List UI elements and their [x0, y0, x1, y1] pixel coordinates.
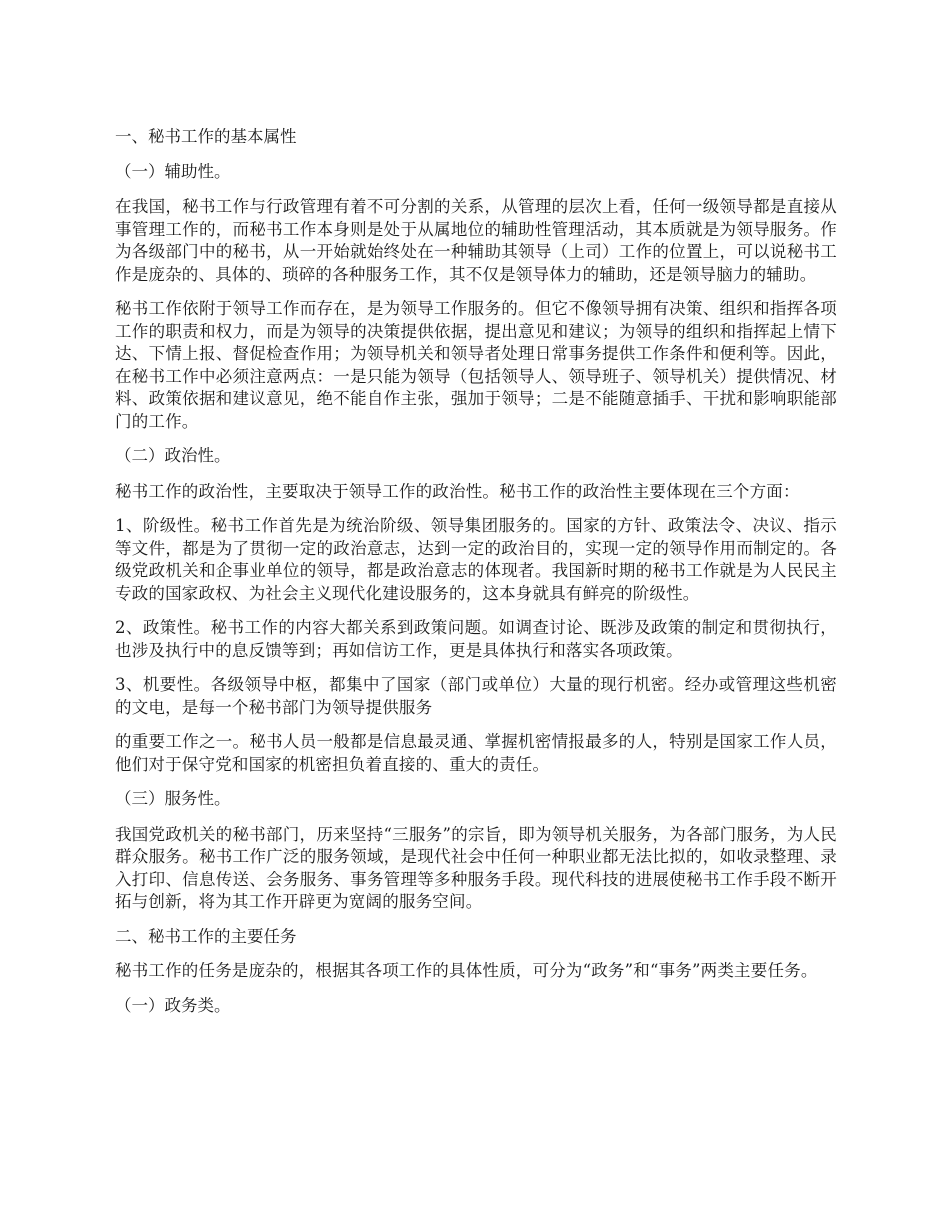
- paragraph-political-intro: 秘书工作的政治性，主要取决于领导工作的政治性。秘书工作的政治性主要体现在三个方面：: [115, 481, 800, 501]
- section-heading-main-tasks: 二、秘书工作的主要任务: [115, 926, 297, 946]
- document-page: [115, 126, 837, 1017]
- subheading-government-affairs: （一）政务类。: [115, 995, 231, 1015]
- subheading-auxiliary: （一）辅助性。: [115, 161, 231, 181]
- subheading-service: （三）服务性。: [115, 789, 231, 808]
- paragraph-confidential-nature: 3、机要性。各级领导中枢，都集中了国家（部门或单位）大量的现行机密。经办或管理这些机密的文电，是每一个秘书部门为领导提供服务: [115, 675, 837, 717]
- paragraph-auxiliary-2: 秘书工作依附于领导工作而存在，是为领导工作服务的。但它不像领导拥有决策、组织和指挥各项工作的职责和权力，而是为领导的决策提供依据，提出意见和建议；为领导的组织和指挥起上情下达、下情上报、督促检查作用；为领导机关和领导者处理日常事务提供工作条件和便利等。因此，在秘书工作中必须注意两点：一是只能为领导（包括领导人、领导班子、领导机关）提供情况、材料、政策依据和建议意见，绝不能自作主张，强加于领导；二是不能随意插手、干扰和影响职能部门的工作。: [115, 299, 837, 431]
- subheading-political: （二）政治性。: [115, 446, 231, 465]
- paragraph-class-nature: 1、阶级性。秘书工作首先是为统治阶级、领导集团服务的。国家的方针、政策法令、决议、指示等文件，都是为了贯彻一定的政治意志，达到一定的政治目的，实现一定的领导作用而制定的。各级党政机关和企事业单位的领导，都是政治意志的体现者。我国新时期的秘书工作就是为人民民主专政的国家政权、为社会主义现代化建设服务的，这本身就具有鲜亮的阶级性。: [115, 516, 837, 603]
- paragraph-auxiliary-1: 在我国，秘书工作与行政管理有着不可分割的关系，从管理的层次上看，任何一级领导都是直接从事管理工作的，而秘书工作本身则是处于从属地位的辅助性管理活动，其本质就是为领导服务。作为各级部门中的秘书，从一开始就始终处在一种辅助其领导（上司）工作的位置上，可以说秘书工作是庞杂的、具体的、琐碎的各种服务工作，其不仅是领导体力的辅助，还是领导脑力的辅助。: [115, 197, 837, 284]
- paragraph-confidential-continued: 的重要工作之一。秘书人员一般都是信息最灵通、掌握机密情报最多的人，特别是国家工作人员，他们对于保守党和国家的机密担负着直接的、重大的责任。: [115, 732, 837, 774]
- section-heading-basic-attributes: 一、秘书工作的基本属性: [115, 127, 297, 146]
- paragraph-service: 我国党政机关的秘书部门，历来坚持“三服务”的宗旨，即为领导机关服务，为各部门服务，为人民群众服务。秘书工作广泛的服务领域，是现代社会中任何一种职业都无法比拟的，如收录整理、录入打印、信息传送、会务服务、事务管理等多种服务手段。现代科技的进展使秘书工作手段不断开拓与创新，将为其工作开辟更为宽阔的服务空间。: [115, 824, 837, 911]
- paragraph-main-tasks: 秘书工作的任务是庞杂的，根据其各项工作的具体性质，可分为“政务”和“事务”两类主要任务。: [115, 961, 818, 980]
- paragraph-policy-nature: 2、政策性。秘书工作的内容大都关系到政策问题。如调查讨论、既涉及政策的制定和贯彻执行，也涉及执行中的息反馈等到；再如信访工作，更是具体执行和落实各项政策。: [115, 618, 837, 660]
